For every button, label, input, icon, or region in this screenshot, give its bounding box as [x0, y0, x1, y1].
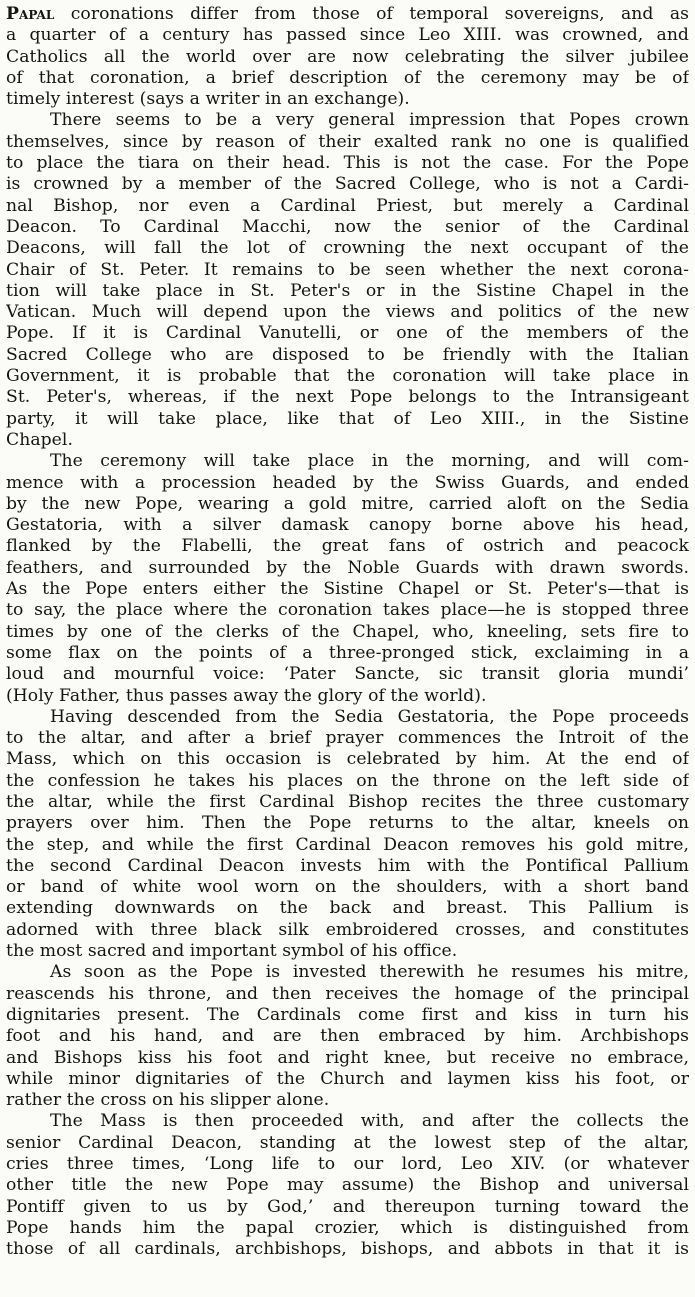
text-line-content: to say, the place where the coronation takes place—he is stopped three [6, 600, 689, 621]
text-line [6, 1005, 689, 1026]
text-line-content: Chapel. [6, 429, 73, 450]
text-line [6, 323, 689, 344]
text-line-content: or band of white wool worn on the shoulders, with a short band [6, 877, 689, 898]
text-line-content: loud and mournful voice: ‘Pater Sancte, sic transit gloria mundi’ [6, 664, 689, 685]
text-line [6, 1090, 689, 1111]
text-line-content: other title the new Pope may assume) the Bishop and universal [6, 1175, 689, 1196]
paragraph [6, 110, 689, 451]
text-line-content: Gestatoria, with a silver damask canopy borne above his head, [6, 515, 689, 536]
text-line [6, 728, 689, 749]
text-line [6, 4, 689, 25]
text-line-content: the most sacred and important symbol of his office. [6, 941, 458, 962]
text-line [6, 196, 689, 217]
text-line-content: tion will take place in St. Peter's or in the Sistine Chapel in the [6, 280, 689, 301]
text-line [6, 856, 689, 877]
text-line [6, 835, 689, 856]
text-line [6, 68, 689, 89]
text-line-content: feathers, and surrounded by the Noble Guards with drawn swords. [6, 557, 689, 578]
text-line [6, 579, 689, 600]
text-line [6, 920, 689, 941]
text-line-content: Government, it is probable that the coronation will take place in [6, 366, 689, 387]
text-line [6, 1111, 689, 1132]
text-line [6, 217, 689, 238]
text-line [6, 1239, 689, 1260]
text-line [6, 749, 689, 770]
text-line-content: some flax on the points of a three-pronged stick, exclaiming in a [6, 642, 689, 663]
article-body [6, 4, 689, 1261]
text-line [6, 1048, 689, 1069]
text-line [6, 132, 689, 153]
text-line-content: Pope. If it is Cardinal Vanutelli, or one of the members of the [6, 323, 689, 344]
text-line-content: coronations differ from those of temporal sovereigns, and as [54, 4, 689, 24]
text-line [6, 430, 689, 451]
text-line [6, 473, 689, 494]
text-line-content: a quarter of a century has passed since Leo XIII. was crowned, and [6, 25, 689, 46]
text-line-content: reascends his throne, and then receives the homage of the principal [6, 983, 689, 1004]
text-line [6, 515, 689, 536]
text-line-content: the step, and while the first Cardinal Deacon removes his gold mitre, [6, 834, 689, 855]
text-line [6, 1154, 689, 1175]
text-line [6, 238, 689, 259]
text-line [6, 153, 689, 174]
text-line [6, 1069, 689, 1090]
text-line-content: Catholics all the world over are now celebrating the silver jubilee [6, 46, 689, 67]
text-line [6, 771, 689, 792]
text-line-content: dignitaries present. The Cardinals come first and kiss in turn his [6, 1004, 689, 1025]
text-line-content: As the Pope enters either the Sistine Chapel or St. Peter's—that is [6, 579, 689, 600]
text-line [6, 260, 689, 281]
text-line-content: Mass, which on this occasion is celebrated by him. At the end of [6, 749, 689, 770]
text-line [6, 110, 689, 131]
text-line [6, 89, 689, 110]
text-line-content: cries three times, ‘Long life to our lord, Leo XIV. (or whatever [6, 1154, 689, 1175]
text-line-content: (Holy Father, thus passes away the glory of the world). [6, 685, 487, 706]
text-line [6, 409, 689, 430]
text-line-content: Vatican. Much will depend upon the views and politics of the new [6, 302, 689, 323]
text-line [6, 281, 689, 302]
text-line [6, 366, 689, 387]
text-line-content: by the new Pope, wearing a gold mitre, carried aloft on the Sedia [6, 493, 689, 514]
text-line [6, 622, 689, 643]
text-line-content: foot and his hand, and are then embraced by him. Archbishops [6, 1026, 689, 1047]
paragraph [6, 707, 689, 963]
text-line-content: the confession he takes his places on the throne on the left side of [6, 770, 689, 791]
text-line-content: the altar, while the first Cardinal Bishop recites the three customary [6, 791, 689, 812]
text-line [6, 387, 689, 408]
text-line [6, 558, 689, 579]
text-line [6, 536, 689, 557]
text-line-content: extending downwards on the back and breast. This Pallium is [6, 898, 689, 919]
text-line-content: Deacons, will fall the lot of crowning the next occupant of the [6, 238, 689, 259]
text-line [6, 877, 689, 898]
text-line [6, 345, 689, 366]
text-line [6, 47, 689, 68]
text-line-content: times by one of the clerks of the Chapel, who, kneeling, sets fire to [6, 621, 689, 642]
text-line-content: is crowned by a member of the Sacred College, who is not a Cardi- [6, 174, 689, 195]
text-line [6, 898, 689, 919]
text-line-content: nal Bishop, nor even a Cardinal Priest, but merely a Cardinal [6, 195, 689, 216]
text-line-content: and Bishops kiss his foot and right knee, but receive no embrace, [6, 1047, 689, 1068]
text-line [6, 643, 689, 664]
text-line-content: Having descended from the Sedia Gestatoria, the Pope proceeds [50, 706, 689, 727]
text-line [6, 1218, 689, 1239]
text-line-content: prayers over him. Then the Pope returns to the altar, kneels on [6, 813, 689, 834]
text-line [6, 302, 689, 323]
text-line-content: St. Peter's, whereas, if the next Pope belongs to the Intransigeant [6, 387, 689, 408]
text-line-content: to the altar, and after a brief prayer commences the Introit of the [6, 728, 689, 749]
text-line [6, 600, 689, 621]
paragraph [6, 1111, 689, 1260]
text-line-content: The ceremony will take place in the morning, and will com- [50, 451, 689, 472]
text-line-content: Pope hands him the papal crozier, which is distinguished from [6, 1217, 689, 1238]
text-line-content: the second Cardinal Deacon invests him with the Pontifical Pallium [6, 855, 689, 876]
text-line [6, 1197, 689, 1218]
paragraph [6, 451, 689, 707]
text-line-content: themselves, since by reason of their exalted rank no one is qualified [6, 131, 689, 152]
lead-word: Papal [6, 4, 55, 24]
text-line [6, 1026, 689, 1047]
text-line [6, 792, 689, 813]
text-line [6, 686, 689, 707]
text-line-content: while minor dignitaries of the Church and laymen kiss his foot, or [6, 1068, 689, 1089]
text-line-content: of that coronation, a brief description of the ceremony may be of [6, 67, 689, 88]
text-line [6, 707, 689, 728]
text-line [6, 174, 689, 195]
text-line-content: mence with a procession headed by the Swiss Guards, and ended [6, 472, 689, 493]
text-line [6, 451, 689, 472]
text-line [6, 984, 689, 1005]
text-line-content: rather the cross on his slipper alone. [6, 1090, 330, 1111]
text-line-content: party, it will take place, like that of Leo XIII., in the Sistine [6, 408, 689, 429]
text-line-content: flanked by the Flabelli, the great fans of ostrich and peacock [6, 536, 689, 557]
text-line-content: Deacon. To Cardinal Macchi, now the senior of the Cardinal [6, 216, 689, 237]
text-line-content: those of all cardinals, archbishops, bishops, and abbots in that it is [6, 1239, 689, 1260]
text-line [6, 813, 689, 834]
text-line [6, 941, 689, 962]
text-line [6, 25, 689, 46]
text-line [6, 494, 689, 515]
text-line [6, 962, 689, 983]
text-line-content: Sacred College who are disposed to be friendly with the Italian [6, 344, 689, 365]
text-line [6, 664, 689, 685]
text-line-content: senior Cardinal Deacon, standing at the lowest step of the altar, [6, 1132, 689, 1153]
text-line-content: The Mass is then proceeded with, and after the collects the [50, 1111, 689, 1132]
text-line-content: As soon as the Pope is invested therewith he resumes his mitre, [50, 962, 689, 983]
text-line-content: adorned with three black silk embroidered crosses, and constitutes [6, 919, 689, 940]
text-line-content: Pontiff given to us by God,’ and thereupon turning toward the [6, 1196, 689, 1217]
paragraph [6, 962, 689, 1111]
text-line-content: Chair of St. Peter. It remains to be seen whether the next corona- [6, 259, 689, 280]
text-line-content: timely interest (says a writer in an exchange). [6, 89, 410, 110]
paragraph [6, 4, 689, 110]
text-line-content: There seems to be a very general impression that Popes crown [50, 110, 689, 131]
text-line [6, 1133, 689, 1154]
text-line [6, 1175, 689, 1196]
text-line-content: to place the tiara on their head. This is not the case. For the Pope [6, 153, 689, 174]
